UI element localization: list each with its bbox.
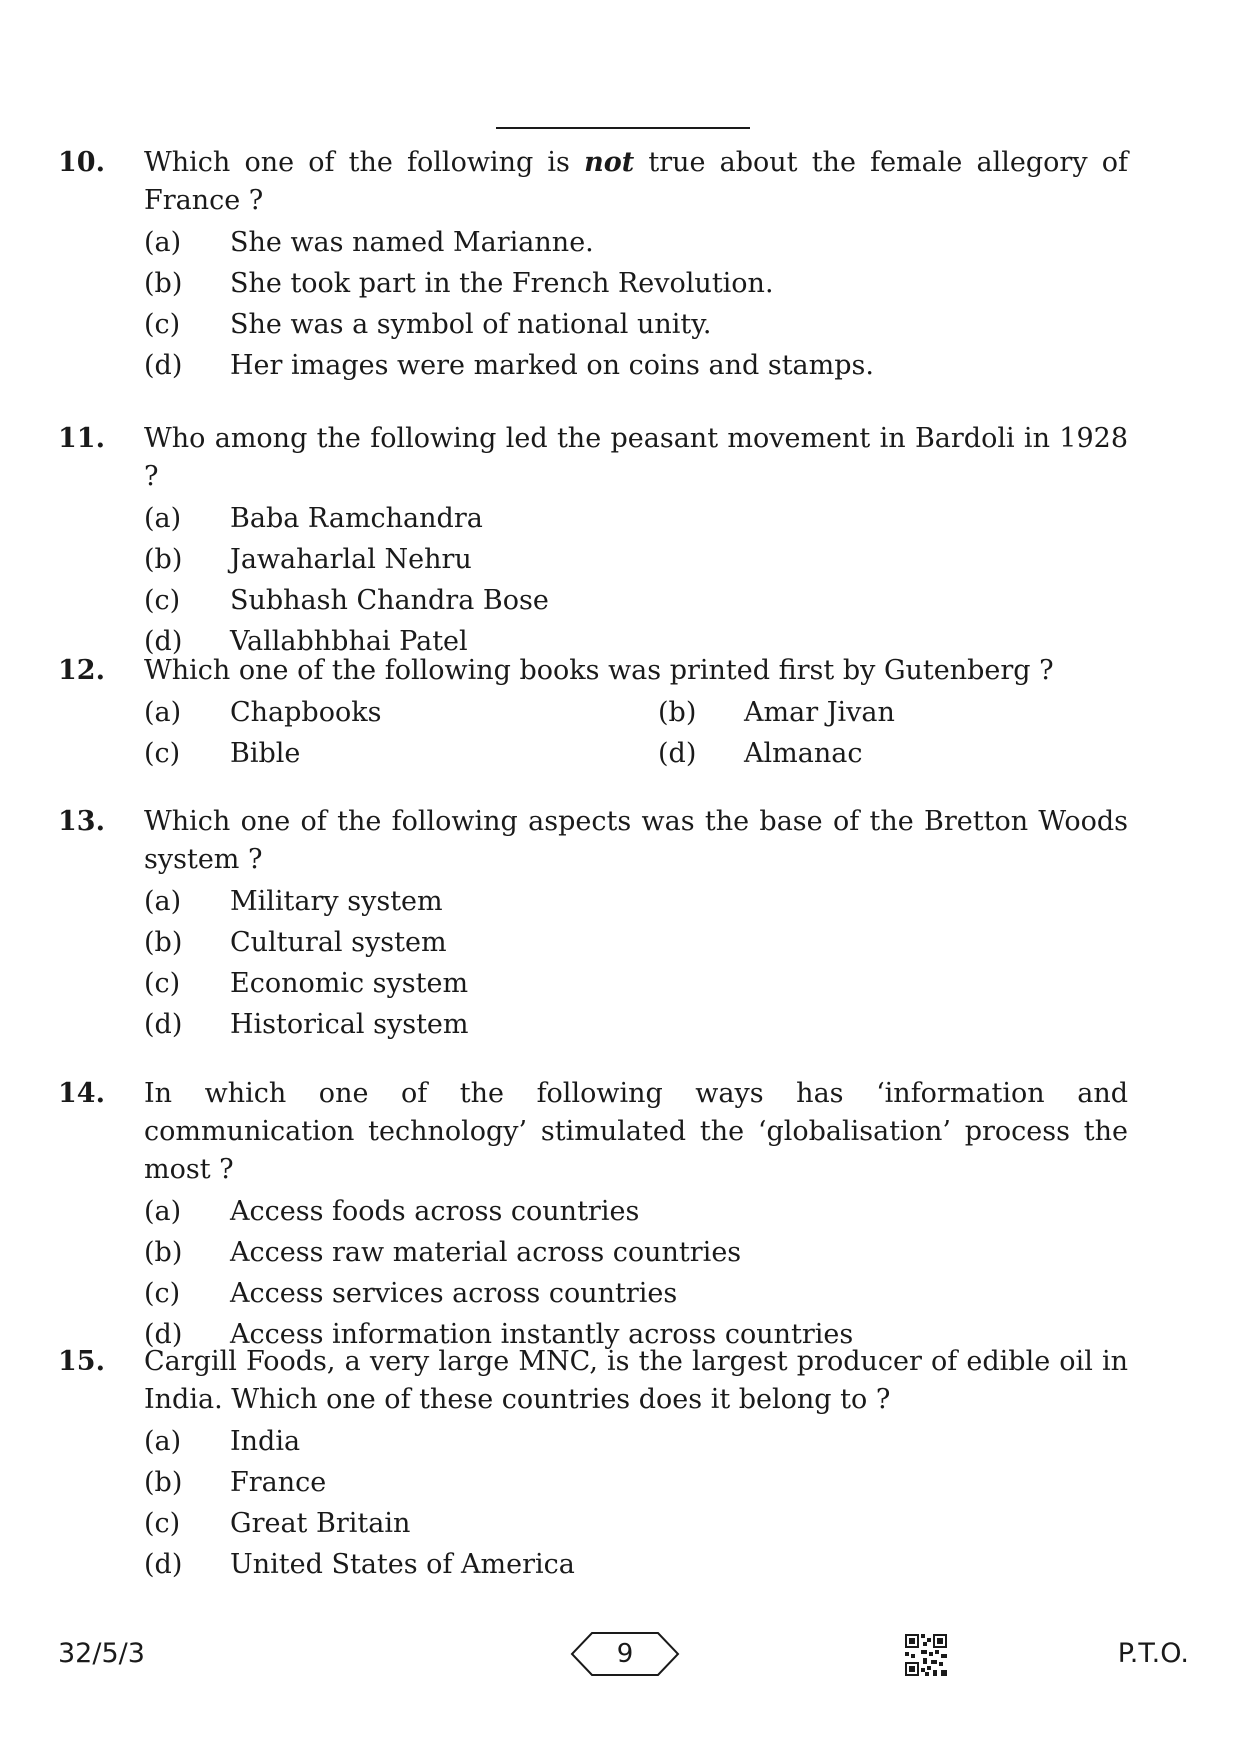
- question-text: Which one of the following is not true about the female allegory of France ?: [144, 147, 1129, 216]
- option-b: (b) France: [144, 1467, 327, 1498]
- options-list: [144, 500, 1128, 661]
- question-number: 10.: [58, 147, 105, 178]
- option-a: (a) She was named Marianne.: [144, 227, 594, 258]
- question-number: 14.: [58, 1078, 105, 1109]
- option-b: (b) Jawaharlal Nehru: [144, 544, 472, 575]
- option-c: (c) Bible: [144, 738, 301, 769]
- option-a: (a) Military system: [144, 886, 443, 917]
- question-number: 11.: [58, 423, 105, 454]
- option-b: (b) Access raw material across countries: [144, 1237, 742, 1268]
- option-c: (c) She was a symbol of national unity.: [144, 309, 712, 340]
- question-10: [58, 144, 1128, 388]
- options-list: [144, 224, 1128, 385]
- question-11: [58, 420, 1128, 664]
- options-grid: [144, 694, 1128, 776]
- pto-label: P.T.O.: [1117, 1638, 1189, 1669]
- option-c: (c) Access services across countries: [144, 1278, 678, 1309]
- question-text: Which one of the following books was printed first by Gutenberg ?: [144, 655, 1054, 686]
- option-d: (d) United States of America: [144, 1549, 575, 1580]
- option-d: (d) Her images were marked on coins and stamps.: [144, 350, 874, 381]
- question-13: [58, 803, 1128, 1047]
- option-a: (a) Chapbooks: [144, 697, 382, 728]
- question-text: In which one of the following ways has ‘information and communication technology’ stimulated the ‘globalisation’ process the most ?: [144, 1078, 1128, 1185]
- options-list: [144, 1423, 1128, 1584]
- question-text: Cargill Foods, a very large MNC, is the largest producer of edible oil in India. Which one of these countries does it belong to ?: [144, 1346, 1128, 1415]
- top-divider: [496, 127, 750, 129]
- question-14: [58, 1075, 1128, 1357]
- option-d: (d) Vallabhbhai Patel: [144, 626, 468, 657]
- option-a: (a) Baba Ramchandra: [144, 503, 483, 534]
- options-list: [144, 1193, 1128, 1354]
- question-number: 12.: [58, 655, 105, 686]
- page-number: 9: [616, 1639, 634, 1669]
- option-b: (b) Cultural system: [144, 927, 447, 958]
- page-number-badge: [570, 1630, 680, 1678]
- option-d: (d) Historical system: [144, 1009, 469, 1040]
- option-d: (d) Access information instantly across countries: [144, 1319, 854, 1350]
- question-number: 15.: [58, 1346, 105, 1377]
- question-15: [58, 1343, 1128, 1587]
- option-c: (c) Subhash Chandra Bose: [144, 585, 549, 616]
- paper-code: 32/5/3: [58, 1638, 145, 1669]
- option-a: (a) Access foods across countries: [144, 1196, 640, 1227]
- question-text: Who among the following led the peasant movement in Bardoli in 1928 ?: [144, 423, 1128, 492]
- option-b: (b) Amar Jivan: [658, 697, 895, 728]
- option-c: (c) Economic system: [144, 968, 469, 999]
- question-12: [58, 652, 1128, 776]
- option-a: (a) India: [144, 1426, 301, 1457]
- question-number: 13.: [58, 806, 105, 837]
- emphasis-not: not: [584, 147, 635, 178]
- question-text: Which one of the following aspects was the base of the Bretton Woods system ?: [144, 806, 1128, 875]
- option-c: (c) Great Britain: [144, 1508, 411, 1539]
- option-b: (b) She took part in the French Revolution.: [144, 268, 774, 299]
- option-d: (d) Almanac: [658, 738, 863, 769]
- page-footer: [0, 1630, 1241, 1678]
- options-list: [144, 883, 1128, 1044]
- qr-code-icon: [905, 1634, 947, 1676]
